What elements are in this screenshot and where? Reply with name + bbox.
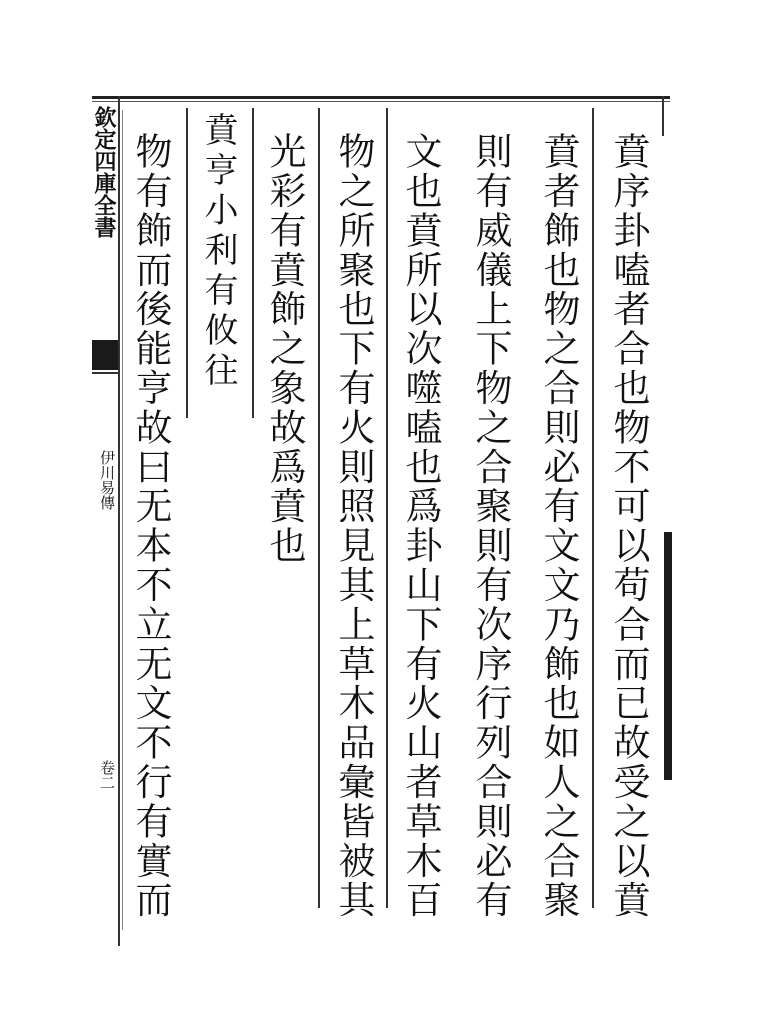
- top-border: [92, 96, 670, 99]
- text-column-4: 文也賁所以次噬嗑也爲卦山下有火山者草木百: [399, 132, 442, 920]
- right-edge-mark: [664, 532, 672, 780]
- column-rule: [318, 108, 320, 908]
- book-title: 欽定四庫全書: [91, 106, 117, 238]
- margin-rule-inner: [122, 110, 123, 930]
- fish-tail-mark: [92, 340, 118, 370]
- text-column-6: 光彩有賁飾之象故爲賁也: [263, 132, 306, 566]
- page-number: 卷二: [98, 760, 116, 790]
- text-column-2: 賁者飾也物之合則必有文文乃飾也如人之合聚: [537, 132, 580, 920]
- text-column-8: 物有飾而後能亨故曰无本不立无文不行有實而: [129, 132, 172, 920]
- column-rule: [186, 108, 188, 418]
- text-column-1: 賁序卦嗑者合也物不可以苟合而已故受之以賁: [607, 132, 650, 920]
- margin-rule: [118, 96, 120, 946]
- chapter-name: 伊川易傳: [98, 450, 116, 510]
- top-border-inner: [92, 101, 670, 102]
- text-column-7: 賁亨小利有攸往: [198, 112, 238, 392]
- column-rule: [252, 108, 254, 418]
- fish-tail-rule: [92, 372, 118, 374]
- right-border: [662, 96, 664, 136]
- text-column-3: 則有威儀上下物之合聚則有次序行列合則必有: [469, 132, 512, 920]
- column-rule: [592, 108, 594, 908]
- column-rule: [386, 108, 388, 908]
- text-column-5: 物之所聚也下有火則照見其上草木品彙皆被其: [332, 132, 375, 920]
